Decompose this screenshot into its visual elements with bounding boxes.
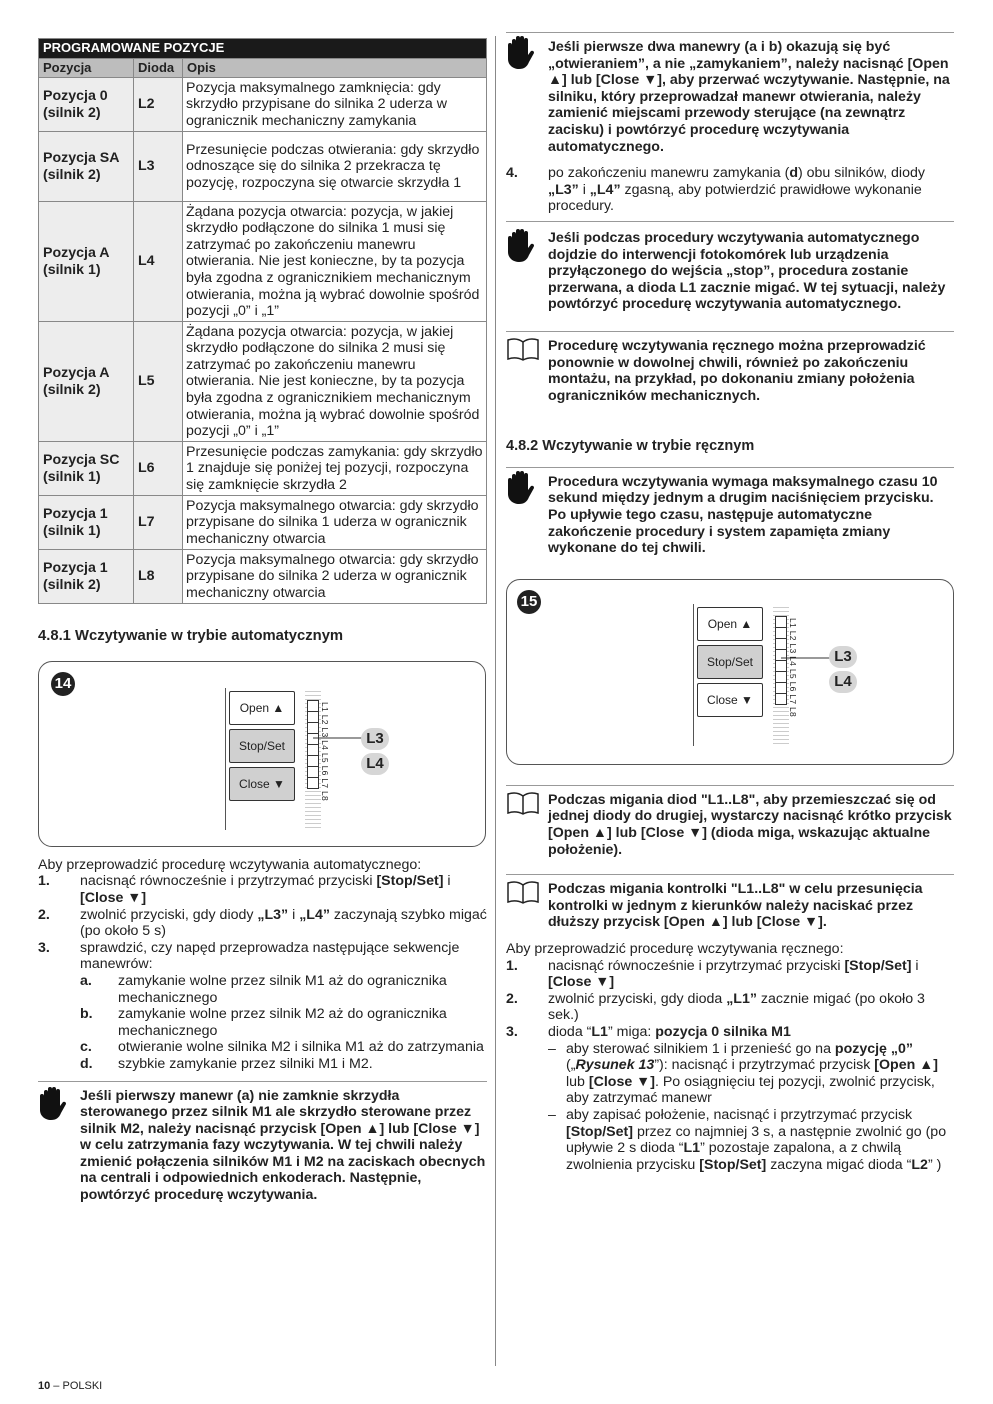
hand-stop-icon [506, 35, 538, 71]
note-photocell-stop: Jeśli podczas procedury wczytywania automatycznego dojdzie do interwencji fotokomórek lub urządzenia przyłączonego do wejścia „stop”, procedura zostanie przerwana, a dioda L1 zacznie migać. W tej sytuacji, należy powtórzyć procedurę wczytywania automatycznego. [506, 230, 954, 313]
auto-intro: Aby przeprowadzić procedurę wczytywania automatycznego: [38, 856, 422, 873]
book-icon [506, 790, 540, 816]
led-labels: L1 L2 L3 L4 L5 L6 L7 L8 [320, 701, 330, 801]
row-description: Pozycja maksymalnego otwarcia: gdy skrzydło przypisane do silnika 1 uderza w ogranicznik mechaniczny otwarcia [183, 496, 487, 550]
manual-dash-1: – aby sterować silnikiem 1 i przenieść go na pozycję „0” („Rysunek 13”): nacisnąć i przytrzymać przycisk [Open ▲] lub [Close ▼]. Po osiągnięciu tej pozycji, zwolnić przycisk, aby zatrzymać manewr [548, 1040, 938, 1107]
callout-l3: L3 [361, 728, 389, 750]
footer-language: POLSKI [62, 1380, 103, 1392]
row-position: Pozycja SC (silnik 1) [39, 442, 134, 496]
table-row [39, 78, 487, 132]
open-button[interactable]: Open ▲ [697, 607, 763, 641]
manual-intro: Aby przeprowadzić procedurę wczytywania ręcznego: [506, 941, 844, 957]
auto-step-4: 4. po zakończeniu manewru zamykania (d) obu silników, diody „L3” i „L4” zgasną, aby potwierdzić prawidłowe wykonanie procedury. [506, 165, 954, 222]
row-led: L2 [134, 78, 183, 132]
section-title-482: 4.8.2 Wczytywanie w trybie ręcznym [506, 438, 755, 455]
hand-stop-icon [38, 1086, 70, 1122]
hand-stop-icon [506, 470, 538, 506]
section-title-481: 4.8.1 Wczytywanie w trybie automatycznym [38, 628, 344, 645]
row-led: L8 [134, 550, 183, 604]
left-column [38, 38, 487, 1204]
header-led: Dioda [134, 58, 183, 78]
table-row [39, 132, 487, 202]
note-swap-motors: Jeśli pierwszy manewr (a) nie zamknie skrzydła sterowanego przez silnik M1 ale skrzydło sterowane przez silnik M2, należy nacisnąć przycisk [Open ▲] lub [Close ▼] w celu zatrzymania fazy wczytywania. W tej chwili należy zmienić połączenia silników M1 i M2 na zaciskach obecnych na centrali i odpowiednich enkoderach. Następnie, powtórzyć procedurę wczytywania. [38, 1081, 487, 1204]
row-description: Żądana pozycja otwarcia: pozycja, w jakiej skrzydło podłączone do silnika 1 musi się zatrzymać po zakończeniu manewru otwierania. Nie jest konieczne, by ta pozycja była zgodna z ogranicznikiem mechanicznym otwierania, można ją wybrać dowolnie spośród pozycji „0” i „1” [183, 202, 487, 322]
note-open-close-swap: Jeśli pierwsze dwa manewry (a i b) okazują się być „otwieraniem”, a nie „zamykaniem”, należy nacisnąć [Open ▲] lub [Close ▼], aby przerwać wczytywanie. Następnie, na silniku, który przeprowadzał manewr otwierania, należy zamienić miejscami przewody sterujące (na zewnątrz zacisku) i powtórzyć procedurę wczytywania automatycznego. [506, 32, 954, 155]
row-description: Pozycja maksymalnego otwarcia: gdy skrzydło przypisane do silnika 2 uderza w ogranicznik mechaniczny otwarcia [183, 550, 487, 604]
table-row [39, 550, 487, 604]
hand-stop-icon [506, 228, 538, 264]
book-icon [506, 879, 540, 905]
row-description: Przesunięcie podczas otwierania: gdy skrzydło odnoszące się do silnika 2 przekracza tę pozycję, rozpoczyna się otwarcie skrzydła 1 [183, 132, 487, 202]
auto-step-3: 3. sprawdzić, czy napęd przeprowadza następujące sekwencje manewrów: [38, 939, 460, 973]
auto-substep-b: b. zamykanie wolne przez silnik M2 aż do ogranicznika mechanicznego [80, 1006, 447, 1039]
open-button[interactable]: Open ▲ [229, 691, 295, 725]
row-led: L5 [134, 322, 183, 442]
table-row [39, 496, 487, 550]
row-position: Pozycja A (silnik 1) [39, 202, 134, 322]
row-led: L6 [134, 442, 183, 496]
callout-l4: L4 [829, 671, 857, 693]
row-position: Pozycja 1 (silnik 1) [39, 496, 134, 550]
table-row [39, 202, 487, 322]
stop-set-button[interactable]: Stop/Set [229, 729, 295, 763]
callout-l4: L4 [361, 753, 389, 775]
manual-step-3: 3. dioda “L1” miga: pozycja 0 silnika M1 [506, 1023, 791, 1040]
auto-substep-a: a. zamykanie wolne przez silnik M1 aż do ogranicznika mechanicznego [80, 972, 447, 1006]
manual-dash-2: – aby zapisać położenie, nacisnąć i przytrzymać przycisk [Stop/Set] przez co najmniej 3 s, a następnie zwolnić go (po upływie 2 s dioda “L1” pozostaje zapalona, a z chwilą zwolnienia przycisku [Stop/Set] zaczyna migać dioda “L2” ) [548, 1106, 947, 1173]
positions-table [38, 38, 487, 604]
callout-l3: L3 [829, 646, 857, 668]
row-position: Pozycja A (silnik 2) [39, 322, 134, 442]
book-icon [506, 336, 540, 362]
row-description: Żądana pozycja otwarcia: pozycja, w jakiej skrzydło podłączone do silnika 2 musi się zatrzymać po zakończeniu manewru otwierania. Nie jest konieczne, by ta pozycja była zgodna z ogranicznikiem mechanicznym otwierania, można ją wybrać dowolnie spośród pozycji „0” i „1” [183, 322, 487, 442]
note-led-navigate: Podczas migania diod "L1..L8", aby przemieszczać się od jednej diody do drugiej, wystarczy nacisnąć krótko przycisk [Open ▲] lub [Close ▼] (dioda miga, wskazując aktualne położenie). [506, 785, 954, 858]
figure-number: 15 [517, 590, 541, 614]
close-button[interactable]: Close ▼ [697, 683, 763, 717]
page-number: 10 [38, 1380, 51, 1392]
figure-number: 14 [51, 672, 75, 696]
close-button[interactable]: Close ▼ [229, 767, 295, 801]
page-footer: 10 – POLSKI [38, 1380, 103, 1392]
note-repeat-anytime: Procedurę wczytywania ręcznego można przeprowadzić ponownie w dowolnej chwili, również po zakończeniu montażu, na przykład, po dokonaniu zmiany położenia ograniczników mechanicznych. [506, 331, 954, 404]
manual-step-1: 1. nacisnąć równocześnie i przytrzymać przyciski [Stop/Set] i [Close ▼] [506, 957, 919, 991]
figure-14 [38, 661, 486, 847]
right-column [506, 32, 954, 1173]
row-description: Pozycja maksymalnego zamknięcia: gdy skrzydło przypisane do silnika 2 uderza w ogranicznik mechaniczny zamykania [183, 78, 487, 132]
auto-step-1: 1. nacisnąć równocześnie i przytrzymać przyciski [Stop/Set] i [Close ▼] [38, 873, 451, 906]
table-row [39, 442, 487, 496]
column-divider [495, 36, 496, 1366]
header-position: Pozycja [39, 58, 134, 78]
auto-substep-c: c. otwieranie wolne silnika M2 i silnika M1 aż do zatrzymania [80, 1039, 484, 1056]
led-labels: L1 L2 L3 L4 L5 L6 L7 L8 [788, 617, 798, 717]
figure-15 [506, 579, 954, 765]
note-10-seconds: Procedura wczytywania wymaga maksymalnego czasu 10 sekund między jednym a drugim naciśnięciem przycisku. Po upływie tego czasu, następuje automatyczne zakończenie procedury i system zapamięta zmiany wykonane do tej chwili. [506, 467, 954, 557]
row-description: Przesunięcie podczas zamykania: gdy skrzydło 1 znajduje się poniżej tej pozycji, rozpoczyna się zamknięcie skrzydła 2 [183, 442, 487, 496]
row-position: Pozycja 1 (silnik 2) [39, 550, 134, 604]
row-led: L4 [134, 202, 183, 322]
auto-step-2: 2. zwolnić przyciski, gdy diody „L3” i „L4” zaczynają szybko migać (po około 5 s) [38, 906, 487, 940]
row-led: L3 [134, 132, 183, 202]
header-description: Opis [183, 58, 487, 78]
table-row [39, 322, 487, 442]
manual-step-2: 2. zwolnić przyciski, gdy dioda „L1” zacznie migać (po około 3 sek.) [506, 990, 925, 1024]
note-led-long-press: Podczas migania kontrolki "L1..L8" w celu przesunięcia kontrolki w jednym z kierunków należy naciskać przez dłuższy przycisk [Open ▲] lub [Close ▼]. [506, 874, 954, 931]
row-position: Pozycja SA (silnik 2) [39, 132, 134, 202]
table-caption: PROGRAMOWANE POZYCJE [39, 39, 487, 59]
row-led: L7 [134, 496, 183, 550]
row-position: Pozycja 0 (silnik 2) [39, 78, 134, 132]
stop-set-button[interactable]: Stop/Set [697, 645, 763, 679]
auto-substep-d: d. szybkie zamykanie przez silniki M1 i M2. [80, 1055, 373, 1072]
